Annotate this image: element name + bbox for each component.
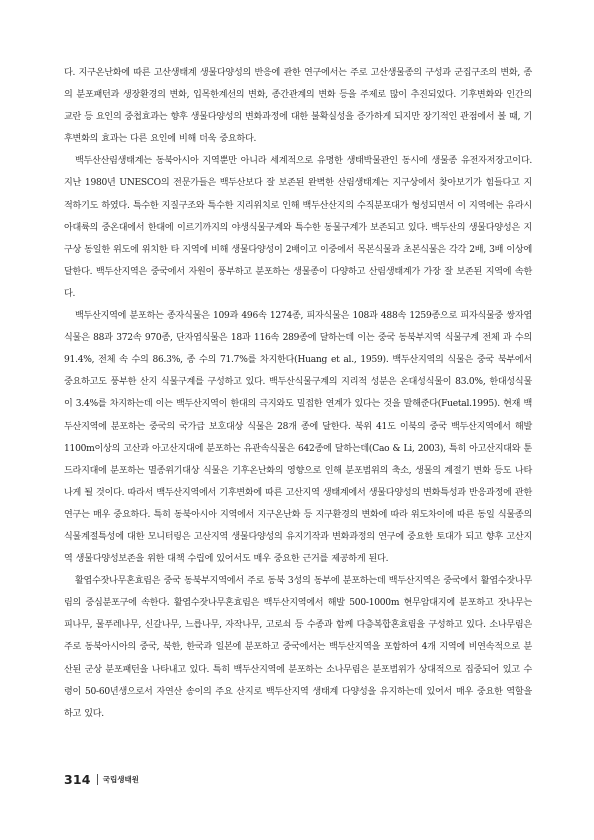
- footer-organization: 국립생태원: [102, 774, 139, 784]
- page-footer: [64, 771, 139, 787]
- footer-divider: [97, 774, 98, 785]
- paragraph-2: 백두산산림생태계는 동북아시아 지역뿐만 아니라 세계적으로 유명한 생태박물관인 동시에 생물종 유전자저장고이다. 지난 1980년 UNESCO의 전문가들은 백두산보다 잘 보존된 완벽한 산림생태계는 지구상에서 찾아보기가 힘들다고 지적하기도 하였다. 특수한 지질구조와 특수한 지리위치로 인해 백두산산지의 수직분포대가 형성되면서 이 지역에는 유라시아대륙의 중온대에서 한대에 이르기까지의 야생식물구계와 특수한 동물구계가 보존되고 있다. 백두산의 생물다양성은 지구상 동일한 위도에 위치한 타 지역에 비해 생물다양성이 2배이고 이중에서 목본식물과 초본식물은 각각 2배, 3배 이상에 달한다. 백두산지역은 중국에서 자원이 풍부하고 분포하는 생물종이 다양하고 산림생태계가 가장 잘 보존된 지역에 속한다.: [64, 156, 532, 299]
- body-text: [64, 62, 532, 725]
- paragraph-1: 다. 지구온난화에 따른 고산생태계 생물다양성의 반응에 관한 연구에서는 주로 고산생물종의 구성과 군집구조의 변화, 종의 분포패턴과 생장환경의 변화, 입목한계선의 변화, 종간관계의 변화 등을 주제로 많이 추진되었다. 기후변화와 인간의 교란 등 요인의 중첩효과는 향후 생물다양성의 변화과정에 대한 불확실성을 증가하게 되지만 장기적인 관점에서 볼 때, 기후변화의 효과는 다른 요인에 비해 더욱 중요하다.: [64, 68, 532, 145]
- page-number: 314: [64, 771, 91, 787]
- paragraph-4: 활엽수잣나무혼효림은 중국 동북부지역에서 주로 동북 3성의 동부에 분포하는데 백두산지역은 중국에서 활엽수잣나무림의 중심분포구에 속한다. 활엽수잣나무혼효림은 백두산지역에서 해발 500-1000m 현무암대지에 분포하고 잣나무는 피나무, 물푸레나무, 신갈나무, 느릅나무, 자작나무, 고로쇠 등 수종과 함께 다층복합혼효림을 구성하고 있다. 소나무림은 주로 동북아시아의 중국, 북한, 한국과 일본에 분포하고 중국에서는 백두산지역을 포함하여 4개 지역에 비연속적으로 분산된 군상 분포패턴을 나타내고 있다. 특히 백두산지역에 분포하는 소나무림은 분포범위가 상대적으로 집중되어 있고 수령이 50-60년생으로서 자연산 송이의 주요 산지로 백두산지역 생태계 다양성을 유지하는데 있어서 매우 중요한 역할을 하고 있다.: [64, 576, 532, 719]
- paragraph-3: 백두산지역에 분포하는 종자식물은 109과 496속 1274종, 피자식물은 108과 488속 1259종으로 피자식물중 쌍자엽식물은 88과 372속 970종, 단자엽식물은 18과 116속 289종에 달하는데 이는 중국 동북부지역 식물구계 전체 과 수의 91.4%, 전체 속 수의 86.3%, 종 수의 71.7%를 차지한다(Huang et al., 1959). 백두산지역의 식물은 중국 북부에서 중요하고도 풍부한 산지 식물구계를 구성하고 있다. 백두산식물구계의 지리적 성분은 온대성식물이 83.0%, 한대성식물이 3.4%를 차지하는데 이는 백두산지역이 한대의 극지와도 밀접한 연계가 있다는 것을 말해준다(Fuetal.1995). 현재 백두산지역에 분포하는 중국의 국가급 보호대상 식물은 28개 종에 달한다. 북위 41도 이북의 중국 백두산지역에서 해발 1100m이상의 고산과 아고산지대에 분포하는 유관속식물은 642종에 달하는데(Cao & Li, 2003), 특히 아고산지대와 툰드라지대에 분포하는 멸종위기대상 식물은 기후온난화의 영향으로 인해 분포범위의 축소, 생물의 계절기 변화 등도 나타나게 될 것이다. 따라서 백두산지역에서 기후변화에 따른 고산지역 생태계에서 생물다양성의 변화특성과 반응과정에 관한 연구는 매우 중요하다. 특히 동북아시아 지역에서 지구온난화 등 지구환경의 변화에 따라 위도차이에 따른 동일 식물종의 식물계절특성에 대한 모니터링은 고산지역 생물다양성의 유지기작과 변화과정의 연구에 중요한 토대가 되고 향후 고산지역 생물다양성보존을 위한 대책 수립에 있어서도 매우 중요한 근거를 제공하게 된다.: [64, 311, 533, 565]
